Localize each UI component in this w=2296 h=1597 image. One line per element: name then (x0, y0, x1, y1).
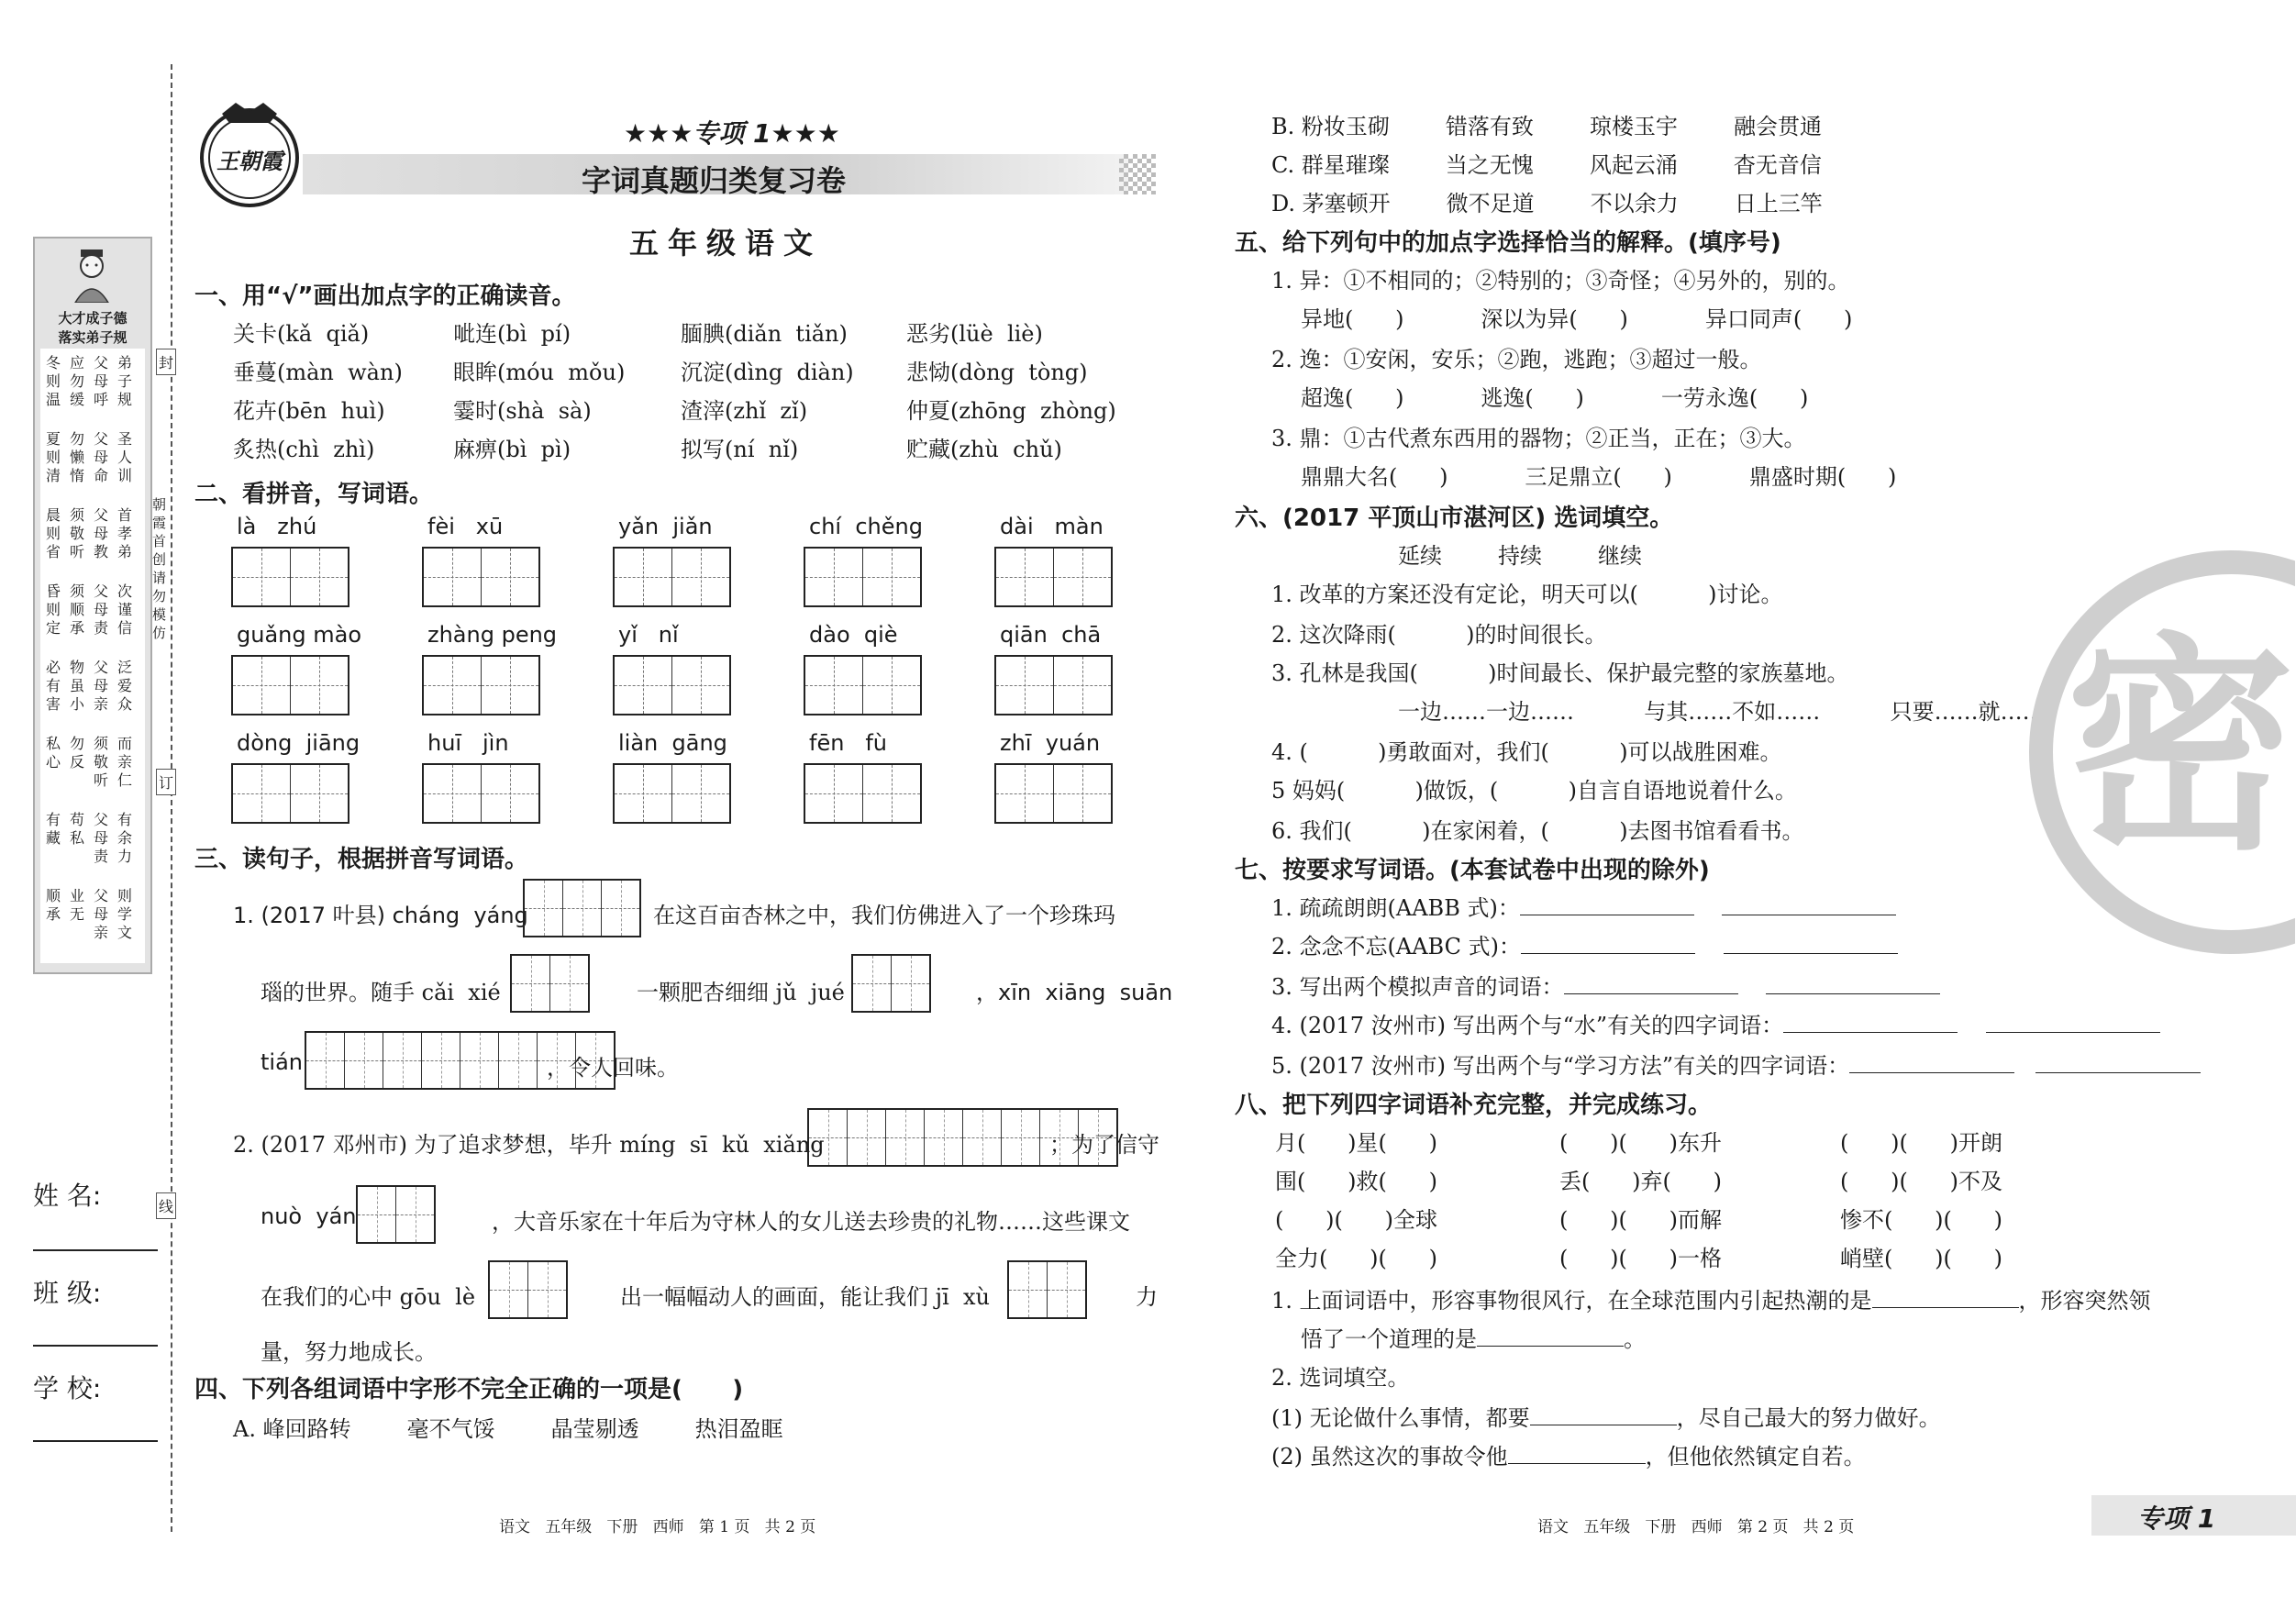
answer-grid[interactable] (804, 655, 922, 715)
answer-grid[interactable] (1007, 1260, 1087, 1319)
seal-mark-feng: 封 (156, 349, 176, 375)
sec8-q2d: ，但他依然镇定自若。 (1645, 1444, 1866, 1469)
school-label: 学 校: (33, 1373, 102, 1403)
answer-grid[interactable] (422, 763, 540, 824)
answer-blank[interactable] (1722, 894, 1896, 915)
pinyin-choice[interactable]: 关卡(kǎ qiǎ) (233, 321, 370, 347)
class-field[interactable] (33, 1345, 158, 1347)
pinyin-choice[interactable]: 拟写(ní nǐ) (681, 437, 799, 462)
special-label: ★★★专项 1★★★ (624, 118, 840, 149)
answer-blank[interactable] (1520, 894, 1694, 915)
sec8-q2-1 (1271, 1400, 1941, 1432)
sec6-words: 延续 持续 继续 (1398, 543, 1643, 569)
poem-block (44, 506, 136, 561)
sec6-l3: 3. 孔林是我国( )时间最长、保护最完整的家族墓地。 (1271, 660, 1849, 686)
sec7-l3 (1271, 969, 1940, 1001)
idiom-blank[interactable]: ( )( )东升 (1559, 1130, 1722, 1156)
answer-blank[interactable] (1724, 933, 1898, 954)
answer-blank[interactable] (1477, 1325, 1624, 1347)
poem-column: 须顺承 (69, 582, 86, 637)
sec3-q1-b: 在这百亩杏林之中，我们仿佛进入了一个珍珠玛 (653, 903, 1115, 928)
poem-column: 父母呼 (93, 354, 110, 408)
sec4-option-b: B. 粉妆玉砌 错落有致 琼楼玉宇 融会贯通 (1271, 114, 1822, 139)
answer-grid[interactable] (422, 655, 540, 715)
poem-block (44, 735, 136, 790)
poem-column: 圣人训 (116, 430, 134, 484)
sec5-l4: 超逸( ) 逃逸( ) 一劳永逸( ) (1301, 385, 1809, 411)
sec7-title: 七、按要求写词语。(本套试卷中出现的除外) (1235, 857, 1710, 884)
poem-column: 夏则清 (45, 430, 62, 484)
poem-block (44, 887, 136, 942)
pinyin-choice[interactable]: 贮藏(zhù chǔ) (906, 437, 1062, 462)
answer-grid[interactable] (804, 547, 922, 607)
seal-mark-xian: 线 (156, 1192, 176, 1219)
pinyin-label: yǎn jiǎn (618, 514, 713, 539)
sec3-q1-a: 1. (2017 叶县) cháng yáng (233, 903, 528, 928)
pinyin-label: liàn gāng (618, 730, 727, 756)
pinyin-label: chí chěng (809, 514, 923, 539)
poem-block (44, 354, 136, 409)
poem-block (44, 659, 136, 714)
answer-blank[interactable] (1783, 1012, 1958, 1033)
answer-grid[interactable] (488, 1260, 568, 1319)
sec4-option-c: C. 群星璀璨 当之无愧 风起云涌 杳无音信 (1271, 152, 1822, 178)
sec7-l2 (1271, 928, 1898, 960)
sec3-q1-g: ，令人回味。 (547, 1055, 679, 1081)
idiom-blank[interactable]: 围( )救( ) (1275, 1169, 1437, 1194)
poem-column: 有余力 (116, 811, 134, 865)
poem-column: 应勿缓 (69, 354, 86, 408)
pinyin-choice[interactable]: 眼眸(móu mǒu) (453, 360, 626, 385)
poem-column: 须敬听 (69, 506, 86, 560)
idiom-blank[interactable]: ( )( )一格 (1559, 1246, 1722, 1271)
answer-grid[interactable] (356, 1185, 436, 1244)
pinyin-choice[interactable]: 悲恸(dòng tòng) (906, 360, 1088, 385)
answer-grid[interactable] (994, 763, 1113, 824)
idiom-blank[interactable]: ( )( )开朗 (1840, 1130, 2002, 1156)
sec8-q1-line1 (1271, 1282, 2151, 1314)
sec6-words2: 一边……一边…… 与其……不如…… 只要……就…… (1398, 699, 2045, 725)
sec6-l6: 6. 我们( )在家闲着，( )去图书馆看看书。 (1271, 818, 1804, 844)
answer-blank[interactable] (1849, 1052, 2014, 1073)
sidebar-poem (40, 349, 145, 963)
sec8-title: 八、把下列四字词语补充完整，并完成练习。 (1235, 1092, 1713, 1119)
answer-blank[interactable] (1521, 933, 1695, 954)
idiom-blank[interactable]: ( )( )而解 (1559, 1207, 1722, 1233)
poem-column: 父母责 (93, 811, 110, 865)
subject-title: 五年级语文 (629, 226, 823, 261)
pinyin-choice[interactable]: 腼腆(diǎn tiǎn) (681, 321, 848, 347)
answer-grid[interactable] (510, 954, 590, 1013)
sec8-q2b: ，尽自己最大的努力做好。 (1676, 1405, 1941, 1431)
stamp-char: 密 (2066, 614, 2295, 881)
sec7-l2-text: 2. 念念不忘(AABC 式)： (1271, 934, 1521, 959)
poem-column: 次谨信 (116, 582, 134, 637)
sec3-q2-a: 2. (2017 邓州市) 为了追求梦想，毕升 míng sī kǔ xiǎng (233, 1132, 825, 1158)
pinyin-label: dài màn (1000, 514, 1104, 539)
header-checker (1119, 154, 1156, 194)
pinyin-label: yǐ nǐ (618, 622, 679, 648)
poem-column: 苟私 (69, 811, 86, 847)
poem-column: 勿反 (69, 735, 86, 771)
poem-column: 冬则温 (45, 354, 62, 408)
idiom-blank[interactable]: ( )( )不及 (1840, 1169, 2002, 1194)
idiom-blank[interactable]: 全力( )( ) (1275, 1246, 1437, 1271)
sec3-q1-e: ，xīn xiāng suān (976, 980, 1173, 1005)
sec4-title: 四、下列各组词语中字形不完全正确的一项是( ) (194, 1376, 744, 1403)
poem-block (44, 811, 136, 866)
poem-column: 弟子规 (116, 354, 134, 408)
motto-line-2: 落实弟子规 (58, 329, 128, 346)
sec8-q1d: 。 (1624, 1326, 1646, 1352)
binding-line (171, 64, 172, 1532)
answer-grid[interactable] (231, 763, 349, 824)
pinyin-choice[interactable]: 恶劣(lüè liè) (906, 321, 1043, 347)
answer-grid[interactable] (231, 547, 349, 607)
sec3-q2-h: 量，努力地成长。 (261, 1339, 437, 1365)
sec2-title: 二、看拼音，写词语。 (194, 481, 434, 508)
sec3-q2-d: ，大音乐家在十年后为守林人的女儿送去珍贵的礼物……这些课文 (492, 1209, 1130, 1235)
poem-column: 父母亲 (93, 887, 110, 941)
idiom-blank[interactable]: 丢( )弃( ) (1559, 1169, 1722, 1194)
sec7-l4-text: 4. (2017 汝州市) 写出两个与“水”有关的四字词语： (1271, 1013, 1784, 1038)
poem-column: 业无 (69, 887, 86, 923)
pinyin-choice[interactable]: 麻痹(bì pì) (453, 437, 571, 462)
sec8-q2c: (2) 虽然这次的事故令他 (1271, 1444, 1508, 1469)
answer-grid[interactable] (613, 655, 731, 715)
footer-tag: 专项 1 (2137, 1503, 2216, 1534)
answer-blank[interactable] (1986, 1012, 2160, 1033)
name-label: 姓 名: (33, 1181, 102, 1211)
answer-grid[interactable] (994, 655, 1113, 715)
answer-blank[interactable] (1766, 973, 1940, 994)
answer-grid[interactable] (613, 763, 731, 824)
poem-column: 物虽小 (69, 659, 86, 713)
sec4-option-d: D. 茅塞顿开 微不足道 不以余力 日上三竿 (1271, 191, 1823, 216)
poem-column: 勿懒惰 (69, 430, 86, 484)
idiom-blank[interactable]: 峭壁( )( ) (1840, 1246, 2002, 1271)
pinyin-choice[interactable]: 仲夏(zhōng zhòng) (906, 398, 1116, 424)
sec5-l1: 1. 异：①不相同的；②特别的；③奇怪；④另外的，别的。 (1271, 268, 1850, 294)
poem-column: 晨则省 (45, 506, 62, 560)
sidebar-panel (33, 237, 152, 974)
sec1-title: 一、用“√”画出加点字的正确读音。 (194, 283, 576, 310)
paper-title: 字词真题归类复习卷 (582, 163, 847, 198)
poem-column: 父母责 (93, 582, 110, 637)
sec7-l3-text: 3. 写出两个模拟声音的词语： (1271, 974, 1564, 1000)
logo (194, 99, 305, 209)
sec5-l2: 异地( ) 深以为异( ) 异口同声( ) (1301, 306, 1853, 332)
side-note: 朝霞首创 请勿模仿 (152, 496, 167, 641)
sec3-q1-f: tián (261, 1049, 303, 1075)
answer-blank[interactable] (1872, 1287, 2019, 1308)
footer-right: 语文 五年级 下册 西师 第 2 页 共 2 页 (1537, 1518, 1855, 1536)
sec3-q2-b: ；为了信守 (1049, 1132, 1159, 1158)
sec3-title: 三、读句子，根据拼音写词语。 (194, 846, 529, 873)
sec8-q1a: 1. 上面词语中，形容事物很风行，在全球范围内引起热潮的是 (1271, 1288, 1872, 1314)
sec6-l2: 2. 这次降雨( )的时间很长。 (1271, 622, 1607, 648)
pinyin-label: zhàng peng (427, 622, 558, 648)
sec6-l1: 1. 改革的方案还没有定论，明天可以( )讨论。 (1271, 582, 1783, 607)
poem-column: 而亲仁 (116, 735, 134, 789)
sec7-l1-text: 1. 疏疏朗朗(AABB 式)： (1271, 895, 1520, 921)
answer-grid[interactable] (804, 763, 922, 824)
sec3-q2-c: nuò yán (261, 1203, 357, 1229)
sec6-title: 六、(2017 平顶山市湛河区) 选词填空。 (1235, 505, 1674, 532)
poem-block (44, 430, 136, 485)
answer-grid[interactable] (613, 547, 731, 607)
pinyin-choice[interactable]: 炙热(chì zhì) (233, 437, 375, 462)
answer-blank[interactable] (1564, 973, 1738, 994)
poem-column: 须敬听 (93, 735, 110, 789)
sec7-l5-text: 5. (2017 汝州市) 写出两个与“学习方法”有关的四字词语： (1271, 1053, 1850, 1079)
school-field[interactable] (33, 1440, 158, 1442)
seal-mark-ding: 订 (156, 769, 176, 795)
sec8-q1c: 悟了一个道理的是 (1301, 1326, 1477, 1352)
idiom-blank[interactable]: ( )( )全球 (1275, 1207, 1437, 1233)
poem-column: 则学文 (116, 887, 134, 941)
pinyin-choice[interactable]: 垂蔓(màn wàn) (233, 360, 403, 385)
footer-left: 语文 五年级 下册 西师 第 1 页 共 2 页 (499, 1518, 816, 1536)
sec8-q2: 2. 选词填空。 (1271, 1365, 1410, 1391)
sec4-option-a: A. 峰回路转 毫不气馁 晶莹剔透 热泪盈眶 (233, 1416, 783, 1442)
sec7-l1 (1271, 890, 1896, 922)
pinyin-choice[interactable]: 渣滓(zhǐ zǐ) (681, 398, 808, 424)
answer-grid[interactable] (231, 655, 349, 715)
sec5-l6: 鼎鼎大名( ) 三足鼎立( ) 鼎盛时期( ) (1301, 464, 1897, 490)
answer-grid[interactable] (422, 547, 540, 607)
poem-column: 有藏 (45, 811, 62, 847)
pinyin-choice[interactable]: 沉淀(dìng diàn) (681, 360, 854, 385)
poem-block (44, 582, 136, 638)
sec3-q1-d: 一颗肥杏细细 jǔ jué (637, 980, 845, 1005)
idiom-blank[interactable]: 惨不( )( ) (1840, 1207, 2002, 1233)
poem-column: 父母命 (93, 430, 110, 484)
answer-grid[interactable] (994, 547, 1113, 607)
pinyin-label: fēn fù (809, 730, 887, 756)
sec8-q1-line2 (1301, 1321, 1646, 1353)
answer-blank[interactable] (2035, 1052, 2201, 1073)
poem-column: 私心 (45, 735, 62, 771)
pinyin-choice[interactable]: 呲连(bì pí) (453, 321, 571, 347)
sec7-l5 (1271, 1048, 2201, 1080)
pinyin-label: guǎng mào (237, 622, 361, 648)
sec3-q2-f: 出一幅幅动人的画面，能让我们 jī xù (620, 1284, 990, 1310)
sec5-l3: 2. 逸：①安闲，安乐；②跑，逃跑；③超过一般。 (1271, 347, 1762, 372)
sec7-l4 (1271, 1007, 2160, 1039)
scholar-icon (66, 248, 117, 303)
logo-text: 王朝霞 (216, 148, 283, 174)
answer-grid[interactable] (851, 954, 931, 1013)
poem-column: 父母亲 (93, 659, 110, 713)
class-label: 班 级: (33, 1278, 102, 1308)
pinyin-label: là zhú (237, 514, 317, 539)
poem-column: 父母教 (93, 506, 110, 560)
secret-stamp (2029, 550, 2295, 963)
pinyin-choice[interactable]: 霎时(shà sà) (453, 398, 592, 424)
poem-column: 顺承 (45, 887, 62, 923)
name-field[interactable] (33, 1249, 158, 1251)
answer-blank[interactable] (1508, 1443, 1646, 1464)
pinyin-label: dào qiè (809, 622, 898, 648)
sec5-l5: 3. 鼎：①古代煮东西用的器物；②正当，正在；③大。 (1271, 426, 1806, 451)
motto-line-1: 大才成子德 (58, 310, 128, 327)
answer-grid[interactable] (523, 879, 641, 937)
answer-blank[interactable] (1530, 1404, 1677, 1425)
pinyin-label: dòng jiāng (237, 730, 360, 756)
sec6-l4: 4. ( )勇敢面对，我们( )可以战胜困难。 (1271, 739, 1782, 765)
poem-column: 首孝弟 (116, 506, 134, 560)
sec3-q2-g: 力 (1136, 1284, 1158, 1310)
pinyin-label: zhī yuán (1000, 730, 1101, 756)
sec8-q2a: (1) 无论做什么事情，都要 (1271, 1405, 1530, 1431)
idiom-blank[interactable]: 月( )星( ) (1275, 1130, 1437, 1156)
poem-column: 泛爱众 (116, 659, 134, 713)
sec5-title: 五、给下列句中的加点字选择恰当的解释。(填序号) (1235, 229, 1781, 257)
pinyin-label: fèi xū (427, 514, 504, 539)
sec3-q2-e: 在我们的心中 gōu lè (261, 1284, 476, 1310)
pinyin-choice[interactable]: 花卉(bēn huì) (233, 398, 385, 424)
poem-column: 昏则定 (45, 582, 62, 637)
pinyin-label: qiān chā (1000, 622, 1102, 648)
poem-column: 必有害 (45, 659, 62, 713)
sec8-q1b: ，形容突然领 (2018, 1288, 2151, 1314)
pinyin-label: huī jìn (427, 730, 509, 756)
sec3-q1-c: 瑙的世界。随手 cǎi xié (261, 980, 501, 1005)
sec8-q2-2 (1271, 1438, 1866, 1470)
sec6-l5: 5 妈妈( )做饭，( )自言自语地说着什么。 (1271, 778, 1797, 804)
